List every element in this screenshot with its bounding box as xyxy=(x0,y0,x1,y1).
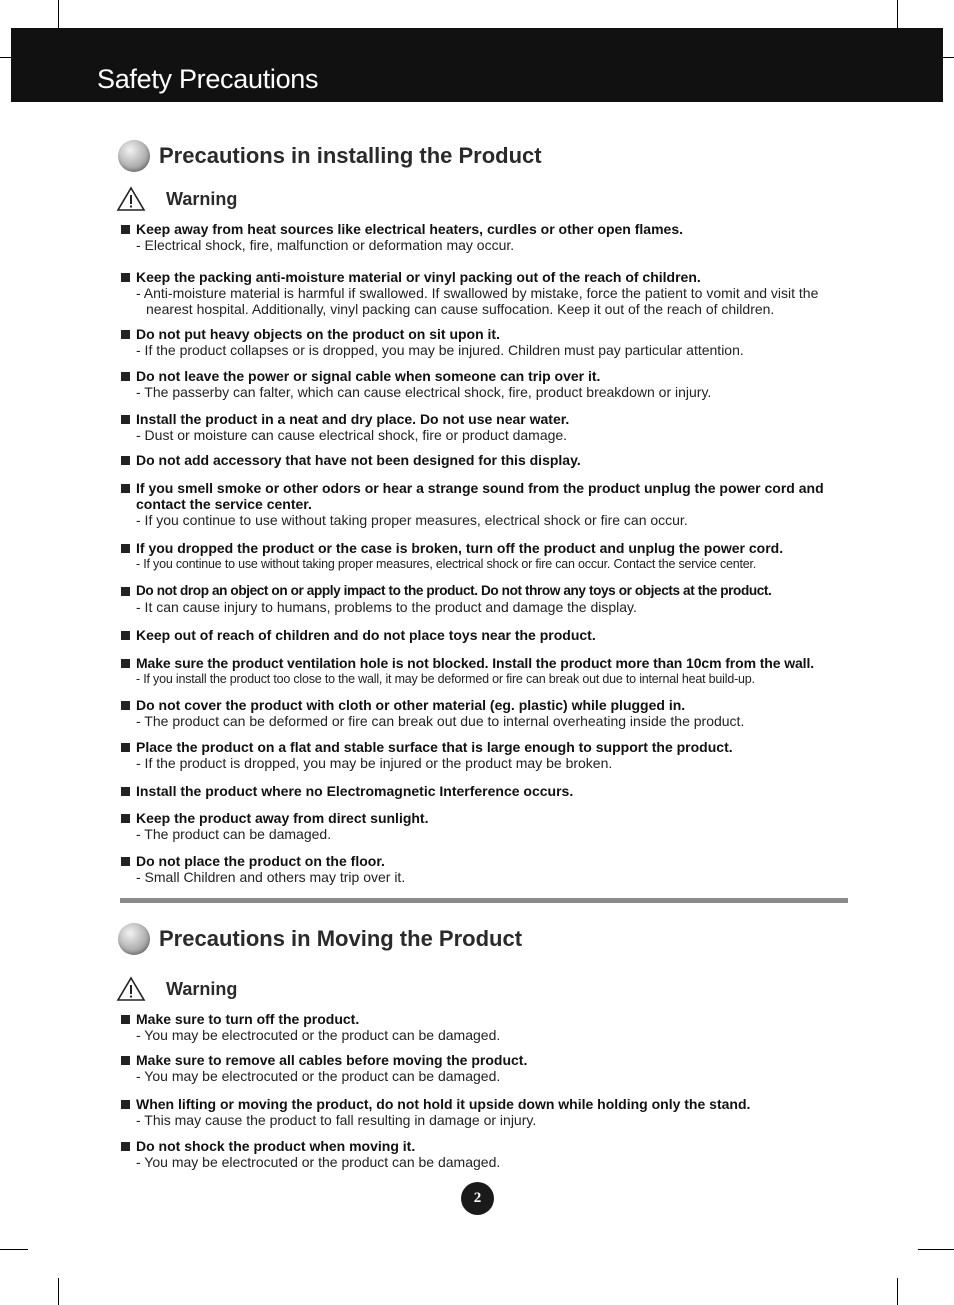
list-item xyxy=(121,368,861,400)
item-title: Keep the packing anti-moisture material or vinyl packing out of the reach of children. xyxy=(121,269,846,285)
section-bullet-icon xyxy=(118,140,150,172)
item-title: Make sure to turn off the product. xyxy=(121,1011,861,1027)
list-item xyxy=(121,221,861,253)
header-bar xyxy=(11,28,943,102)
item-title: Do not add accessory that have not been designed for this display. xyxy=(121,452,861,468)
warning-triangle-icon xyxy=(116,976,146,1002)
crop-mark xyxy=(943,57,954,58)
item-title: Install the product where no Electromagnetic Interference occurs. xyxy=(121,783,861,799)
item-desc: - The product can be damaged. xyxy=(136,826,332,842)
list-item xyxy=(121,1096,861,1128)
item-desc: - You may be electrocuted or the product can be damaged. xyxy=(136,1068,501,1084)
section-divider xyxy=(120,898,848,903)
item-desc: - You may be electrocuted or the product can be damaged. xyxy=(136,1027,501,1043)
section-title: Precautions in installing the Product xyxy=(159,143,542,168)
list-item xyxy=(121,452,861,468)
item-title: Do not shock the product when moving it. xyxy=(121,1138,861,1154)
list-item xyxy=(121,739,861,771)
crop-mark xyxy=(918,1249,954,1250)
warning-row xyxy=(116,186,237,212)
item-title: If you smell smoke or other odors or hear a strange sound from the product unplug the power cord and contact the service center. xyxy=(121,480,856,512)
list-item xyxy=(121,697,861,729)
item-title: If you dropped the product or the case is broken, turn off the product and unplug the power cord. xyxy=(121,540,861,556)
list-item xyxy=(121,655,861,687)
item-desc: - Electrical shock, fire, malfunction or deformation may occur. xyxy=(136,237,515,253)
warning-triangle-icon xyxy=(116,186,146,212)
item-desc: - If you continue to use without taking proper measures, electrical shock or fire can occur. Contact the service center. xyxy=(136,557,757,571)
item-desc: - Anti-moisture material is harmful if swallowed. If swallowed by mistake, force the patient to vomit and visit the nearest hospital. Additionally, vinyl packing can cause suffocation. Keep it out of the reach of children. xyxy=(136,285,819,317)
list-item xyxy=(121,540,861,572)
list-item xyxy=(121,480,856,528)
item-title: Do not put heavy objects on the product on sit upon it. xyxy=(121,326,861,342)
warning-row xyxy=(116,976,237,1002)
item-desc: - Dust or moisture can cause electrical shock, fire or product damage. xyxy=(136,427,568,443)
section-heading xyxy=(118,923,522,955)
item-desc: - The passerby can falter, which can cause electrical shock, fire, product breakdown or injury. xyxy=(136,384,712,400)
list-item xyxy=(121,1011,861,1043)
crop-mark xyxy=(0,57,11,58)
list-item xyxy=(121,411,861,443)
list-item xyxy=(121,853,861,885)
item-title: When lifting or moving the product, do not hold it upside down while holding only the stand. xyxy=(121,1096,861,1112)
crop-mark xyxy=(897,0,898,28)
item-desc: - You may be electrocuted or the product can be damaged. xyxy=(136,1154,501,1170)
item-title: Do not drop an object on or apply impact to the product. Do not throw any toys or objects at the product. xyxy=(121,583,861,599)
list-item xyxy=(121,810,861,842)
section-title: Precautions in Moving the Product xyxy=(159,926,523,951)
section-bullet-icon xyxy=(118,923,150,955)
crop-mark xyxy=(897,1278,898,1305)
item-title: Place the product on a flat and stable surface that is large enough to support the product. xyxy=(121,739,861,755)
item-title: Do not place the product on the floor. xyxy=(121,853,861,869)
page-number: 2 xyxy=(461,1182,494,1215)
item-desc: - If you continue to use without taking proper measures, electrical shock or fire can occur. xyxy=(136,512,688,528)
item-desc: - It can cause injury to humans, problems to the product and damage the display. xyxy=(136,599,637,615)
warning-label: Warning xyxy=(166,188,238,209)
item-desc: - If you install the product too close to the wall, it may be deformed or fire can break out due to internal heat build-up. xyxy=(136,672,755,686)
item-title: Make sure to remove all cables before moving the product. xyxy=(121,1052,861,1068)
item-desc: - This may cause the product to fall resulting in damage or injury. xyxy=(136,1112,537,1128)
list-item xyxy=(121,1052,861,1084)
item-title: Do not leave the power or signal cable when someone can trip over it. xyxy=(121,368,861,384)
item-desc: - If the product collapses or is dropped, you may be injured. Children must pay particular attention. xyxy=(136,342,744,358)
page-title: Safety Precautions xyxy=(97,64,319,94)
crop-mark xyxy=(58,0,59,28)
list-item xyxy=(121,326,861,358)
list-item xyxy=(121,1138,861,1170)
item-title: Keep out of reach of children and do not place toys near the product. xyxy=(121,627,861,643)
item-desc: - The product can be deformed or fire can break out due to internal overheating inside the product. xyxy=(136,713,745,729)
crop-mark xyxy=(0,1249,28,1250)
item-desc: - Small Children and others may trip over it. xyxy=(136,869,406,885)
list-item xyxy=(121,627,861,643)
item-title: Install the product in a neat and dry place. Do not use near water. xyxy=(121,411,861,427)
item-title: Make sure the product ventilation hole is not blocked. Install the product more than 10cm from the wall. xyxy=(121,655,861,671)
list-item xyxy=(121,269,846,317)
item-title: Keep the product away from direct sunlight. xyxy=(121,810,861,826)
section-heading xyxy=(118,140,542,172)
item-title: Keep away from heat sources like electrical heaters, curdles or other open flames. xyxy=(121,221,861,237)
item-title: Do not cover the product with cloth or other material (eg. plastic) while plugged in. xyxy=(121,697,861,713)
warning-label: Warning xyxy=(166,978,238,999)
list-item xyxy=(121,583,861,615)
list-item xyxy=(121,783,861,799)
crop-mark xyxy=(58,1278,59,1305)
item-desc: - If the product is dropped, you may be injured or the product may be broken. xyxy=(136,755,613,771)
